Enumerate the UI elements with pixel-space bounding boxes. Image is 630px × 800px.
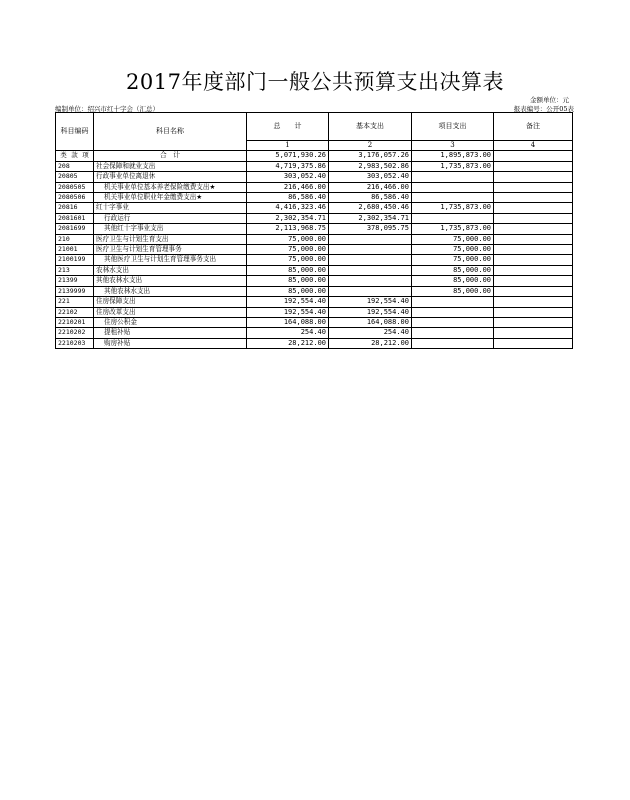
- row-note: [494, 224, 573, 234]
- row-name: 其他红十字事业支出: [94, 224, 247, 234]
- row-name: 社会保障和就业支出: [94, 161, 247, 171]
- row-name: 农林水支出: [94, 265, 247, 275]
- row-code: 2210202: [56, 328, 94, 338]
- index-1: 1: [247, 141, 329, 151]
- row-basic: [329, 255, 412, 265]
- row-note: [494, 276, 573, 286]
- row-name: 行政运行: [94, 213, 247, 223]
- row-note: [494, 193, 573, 203]
- header-code: 科目编码: [56, 113, 94, 151]
- row-project: [412, 307, 494, 317]
- row-basic: 28,212.00: [329, 338, 412, 348]
- row-note: [494, 286, 573, 296]
- row-code: 221: [56, 297, 94, 307]
- row-name: 住房改革支出: [94, 307, 247, 317]
- table-row: [56, 193, 573, 203]
- row-project: 1,735,873.00: [412, 161, 494, 171]
- row-note: [494, 255, 573, 265]
- row-total: 216,466.00: [247, 182, 329, 192]
- row-code: 213: [56, 265, 94, 275]
- row-project: 75,000.00: [412, 234, 494, 244]
- row-basic: 192,554.40: [329, 307, 412, 317]
- row-basic: [329, 234, 412, 244]
- budget-table: [55, 112, 573, 349]
- row-basic: [329, 286, 412, 296]
- row-code: 208: [56, 161, 94, 171]
- row-note: [494, 265, 573, 275]
- row-total: 2,302,354.71: [247, 213, 329, 223]
- row-total: 75,000.00: [247, 245, 329, 255]
- table-row: [56, 307, 573, 317]
- compiling-unit: 编制单位：绍兴市红十字会（汇总）: [55, 105, 159, 113]
- row-basic: 192,554.40: [329, 297, 412, 307]
- row-code: 2080505: [56, 182, 94, 192]
- row-name: 住房保障支出: [94, 297, 247, 307]
- header-note: 备注: [494, 113, 573, 141]
- table-row: [56, 172, 573, 182]
- table-row: [56, 265, 573, 275]
- header-project: 项目支出: [412, 113, 494, 141]
- header-basic: 基本支出: [329, 113, 412, 141]
- row-note: [494, 307, 573, 317]
- row-basic: 164,088.00: [329, 317, 412, 327]
- row-total: 303,052.40: [247, 172, 329, 182]
- row-total: 28,212.00: [247, 338, 329, 348]
- row-code: 2080506: [56, 193, 94, 203]
- row-total: 85,000.00: [247, 265, 329, 275]
- report-number: 报表编号：公开05表: [513, 105, 574, 113]
- row-note: [494, 182, 573, 192]
- row-project: 85,000.00: [412, 276, 494, 286]
- row-total: 254.40: [247, 328, 329, 338]
- row-project: 85,000.00: [412, 265, 494, 275]
- sum-total: 5,071,930.26: [247, 151, 329, 161]
- row-note: [494, 328, 573, 338]
- row-total: 192,554.40: [247, 307, 329, 317]
- sum-note: [494, 151, 573, 161]
- row-total: 85,000.00: [247, 276, 329, 286]
- table-row: [56, 338, 573, 348]
- row-code: 21001: [56, 245, 94, 255]
- row-note: [494, 213, 573, 223]
- table-row: [56, 161, 573, 171]
- row-project: [412, 317, 494, 327]
- table-row: [56, 245, 573, 255]
- row-project: 85,000.00: [412, 286, 494, 296]
- row-project: [412, 213, 494, 223]
- row-note: [494, 161, 573, 171]
- index-2: 2: [329, 141, 412, 151]
- row-name: 行政事业单位离退休: [94, 172, 247, 182]
- row-code: 2210203: [56, 338, 94, 348]
- row-name: 机关事业单位职业年金缴费支出★: [94, 193, 247, 203]
- row-name: 提租补贴: [94, 328, 247, 338]
- row-note: [494, 338, 573, 348]
- level-xiang: 项: [82, 151, 89, 160]
- row-note: [494, 245, 573, 255]
- table-row: [56, 276, 573, 286]
- table-row: [56, 234, 573, 244]
- row-basic: 216,466.00: [329, 182, 412, 192]
- row-project: 75,000.00: [412, 255, 494, 265]
- row-name: 其他农林水支出: [94, 276, 247, 286]
- row-note: [494, 317, 573, 327]
- table-row: [56, 203, 573, 213]
- row-project: [412, 193, 494, 203]
- table-row: [56, 328, 573, 338]
- row-name: 机关事业单位基本养老保险缴费支出★: [94, 182, 247, 192]
- sum-label: 合 计: [94, 151, 247, 161]
- row-code: 2081601: [56, 213, 94, 223]
- row-total: 75,000.00: [247, 255, 329, 265]
- row-basic: 86,586.40: [329, 193, 412, 203]
- row-total: 85,000.00: [247, 286, 329, 296]
- row-name: 其他农林水支出: [94, 286, 247, 296]
- row-code: 2139999: [56, 286, 94, 296]
- row-total: 164,088.00: [247, 317, 329, 327]
- row-project: [412, 328, 494, 338]
- row-basic: [329, 265, 412, 275]
- row-code: 2081699: [56, 224, 94, 234]
- index-4: 4: [494, 141, 573, 151]
- row-basic: 254.40: [329, 328, 412, 338]
- row-project: 1,735,873.00: [412, 224, 494, 234]
- table-row: [56, 286, 573, 296]
- row-basic: 378,095.75: [329, 224, 412, 234]
- row-code: 20816: [56, 203, 94, 213]
- table-row: [56, 182, 573, 192]
- row-code: 21399: [56, 276, 94, 286]
- header-row: [56, 113, 573, 141]
- index-3: 3: [412, 141, 494, 151]
- row-project: [412, 182, 494, 192]
- row-basic: 2,302,354.71: [329, 213, 412, 223]
- row-basic: 2,680,450.46: [329, 203, 412, 213]
- table-row: [56, 213, 573, 223]
- row-basic: [329, 245, 412, 255]
- table-row: [56, 224, 573, 234]
- row-name: 医疗卫生与计划生育支出: [94, 234, 247, 244]
- row-total: 4,416,323.46: [247, 203, 329, 213]
- sum-basic: 3,176,057.26: [329, 151, 412, 161]
- row-note: [494, 203, 573, 213]
- row-total: 2,113,968.75: [247, 224, 329, 234]
- header-total: 总 计: [247, 113, 329, 141]
- amount-unit: 金额单位：元: [530, 96, 569, 104]
- row-code: 2210201: [56, 317, 94, 327]
- row-total: 86,586.40: [247, 193, 329, 203]
- summary-row: [56, 151, 573, 161]
- row-project: [412, 297, 494, 307]
- header-name: 科目名称: [94, 113, 247, 151]
- level-kuan: 款: [71, 151, 78, 160]
- row-code: 210: [56, 234, 94, 244]
- row-total: 4,719,375.86: [247, 161, 329, 171]
- row-project: 1,735,873.00: [412, 203, 494, 213]
- row-name: 其他医疗卫生与计划生育管理事务支出: [94, 255, 247, 265]
- row-code: 22102: [56, 307, 94, 317]
- row-total: 192,554.40: [247, 297, 329, 307]
- row-project: [412, 172, 494, 182]
- table-row: [56, 297, 573, 307]
- row-basic: [329, 276, 412, 286]
- table-row: [56, 317, 573, 327]
- report-title: 2017年度部门一般公共预算支出决算表: [126, 70, 504, 94]
- table-row: [56, 255, 573, 265]
- sum-project: 1,895,873.00: [412, 151, 494, 161]
- row-name: 红十字事业: [94, 203, 247, 213]
- row-total: 75,000.00: [247, 234, 329, 244]
- row-code: 2100199: [56, 255, 94, 265]
- row-note: [494, 234, 573, 244]
- level-labels: [56, 151, 94, 161]
- level-lei: 类: [60, 151, 67, 160]
- row-name: 住房公积金: [94, 317, 247, 327]
- row-basic: 303,052.40: [329, 172, 412, 182]
- row-project: [412, 338, 494, 348]
- row-name: 购房补贴: [94, 338, 247, 348]
- row-project: 75,000.00: [412, 245, 494, 255]
- row-note: [494, 172, 573, 182]
- row-code: 20805: [56, 172, 94, 182]
- row-basic: 2,983,502.86: [329, 161, 412, 171]
- row-name: 医疗卫生与计划生育管理事务: [94, 245, 247, 255]
- row-note: [494, 297, 573, 307]
